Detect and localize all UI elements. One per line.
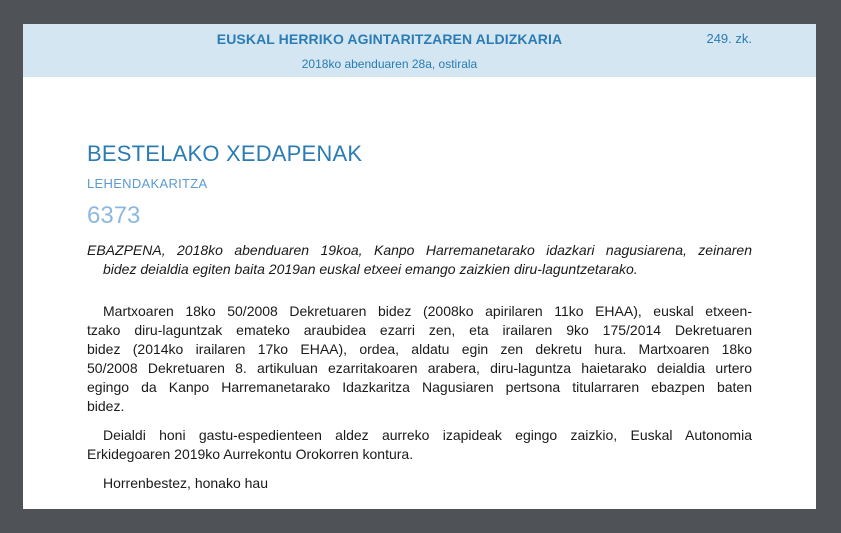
resolution-title-line: bidez deialdia egiten baita 2019an euskal etxeei emango zaizkien diru-laguntzetarako. (103, 261, 638, 277)
journal-header (23, 24, 816, 77)
document-page (23, 24, 816, 509)
paragraph-line: Martxoaren 18ko 50/2008 Dekretuaren bidez (2008ko apirilaren 11ko EHAA), euskal etxeen- (103, 303, 752, 319)
paragraph-line: egingo da Kanpo Harremanetarako Idazkaritza Nagusiaren pertsona titularraren ebazpen baten (87, 379, 752, 395)
issue-date: 2018ko abenduaren 28a, ostirala (301, 57, 478, 71)
issue-number: 249. zk. (706, 31, 752, 46)
document-number: 6373 (87, 202, 141, 229)
paragraph-line: tzako diru-laguntzak emateko araubidea ezarri zen, eta irailaren 9ko 175/2014 Dekretuaren (87, 322, 752, 338)
body-paragraph (87, 474, 752, 493)
paragraph-line: Deialdi honi gastu-espedienteen aldez aurreko izapideak egingo zaizkio, Euskal Autonomia (103, 427, 752, 443)
resolution-title (87, 241, 752, 279)
journal-title: EUSKAL HERRIKO AGINTARITZAREN ALDIZKARIA (216, 31, 563, 47)
paragraph-line: Erkidegoaren 2019ko Aurrekontu Orokorren kontura. (87, 446, 414, 462)
section-heading: BESTELAKO XEDAPENAK (87, 141, 363, 166)
body-paragraph (87, 426, 752, 464)
department-name: LEHENDAKARITZA (87, 176, 208, 191)
resolution-title-line: EBAZPENA, 2018ko abenduaren 19koa, Kanpo Harremanetarako idazkari nagusiarena, zeinaren (87, 242, 752, 258)
paragraph-line: bidez (2014ko irailaren 17ko EHAA), ordea, aldatu egin zen dekretu hura. Martxoaren 18ko (87, 341, 752, 357)
paragraph-line: Horrenbestez, honako hau (103, 475, 268, 491)
paragraph-line: 50/2008 Dekretuaren 8. artikuluan ezarritakoaren arabera, diru-laguntza haietarako deialdia urtero (87, 360, 752, 376)
body-paragraph (87, 302, 752, 416)
paragraph-line: bidez. (87, 398, 125, 414)
